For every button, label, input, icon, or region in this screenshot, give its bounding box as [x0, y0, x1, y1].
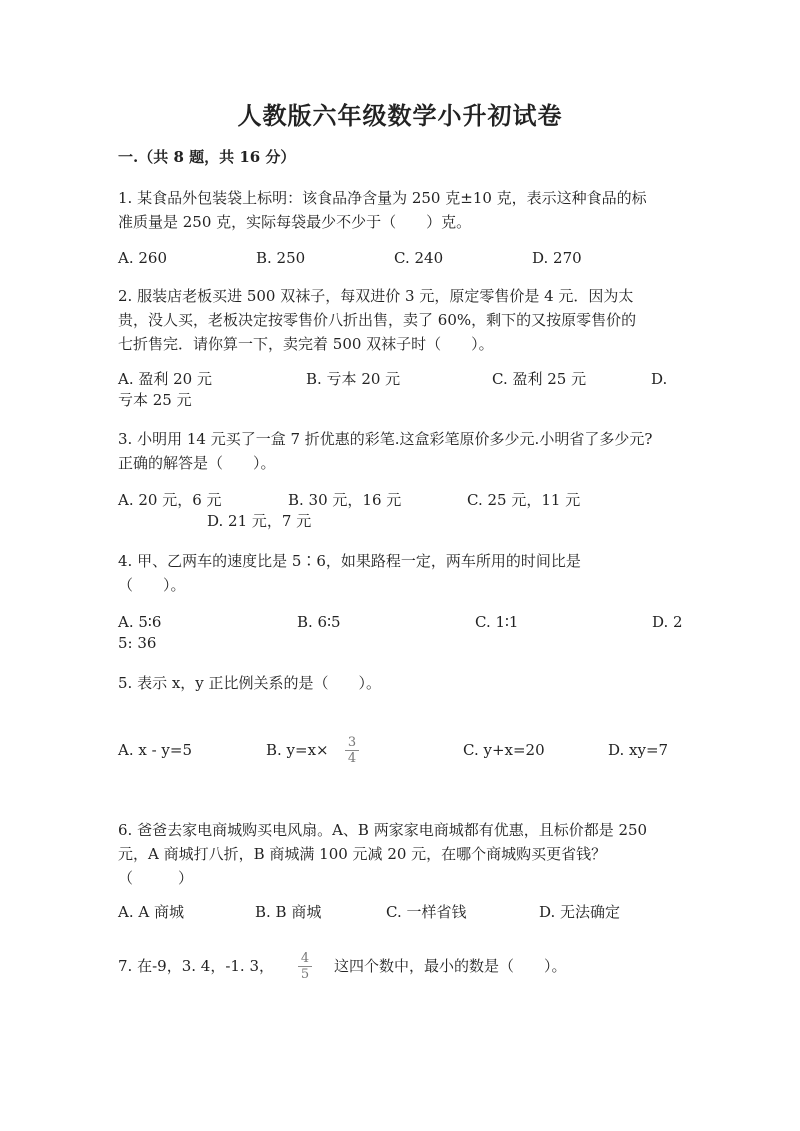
- fraction-numerator: 4: [298, 952, 312, 967]
- option-b: B. 250: [256, 249, 306, 267]
- section-heading: 一.（共 8 题，共 16 分）: [118, 148, 296, 166]
- option-c: C. y+x=20: [463, 741, 545, 759]
- fraction-four-fifths: [298, 952, 312, 981]
- option-d: D. xy=7: [608, 741, 669, 759]
- option-d: D. 2: [652, 613, 683, 631]
- option-d: D. 无法确定: [539, 903, 621, 921]
- question-line: 贵，没人买，老板决定按零售价八折出售，卖了 60%，剩下的又按原零售价的: [118, 311, 637, 329]
- option-d: D. 270: [532, 249, 582, 267]
- option-a: A. 20 元，6 元: [118, 491, 222, 509]
- option-b: B. B 商城: [255, 903, 322, 921]
- fraction-denominator: 4: [347, 751, 357, 766]
- fraction-numerator: 3: [345, 736, 359, 751]
- option-c: C. 25 元，11 元: [467, 491, 581, 509]
- question-line: （ ）: [118, 869, 194, 887]
- question-7-part-2: 这四个数中，最小的数是（ ）。: [334, 957, 567, 975]
- question-line: 七折售完．请你算一下，卖完着 500 双袜子时（ ）。: [118, 335, 494, 353]
- question-line: （ ）。: [118, 576, 186, 594]
- option-c: C. 240: [394, 249, 444, 267]
- option-d-continued: 5: 36: [118, 634, 157, 652]
- question-4: [118, 549, 678, 597]
- option-d: D. 21 元，7 元: [207, 512, 312, 530]
- page-title: 人教版六年级数学小升初试卷: [237, 101, 563, 130]
- question-3: [118, 427, 678, 475]
- question-2: [118, 284, 678, 356]
- option-b: B. y=x×: [266, 741, 329, 759]
- question-1: [118, 186, 678, 234]
- question-line: 元，A 商城打八折，B 商城满 100 元减 20 元，在哪个商城购买更省钱？: [118, 845, 607, 863]
- question-line: 6. 爸爸去家电商城购买电风扇。A、B 两家家电商城都有优惠，且标价都是 250: [118, 821, 648, 839]
- option-d: D.: [651, 370, 668, 388]
- question-line: 3. 小明用 14 元买了一盒 7 折优惠的彩笔.这盒彩笔原价多少元.小明省了多少元?: [118, 430, 653, 448]
- fraction-denominator: 5: [300, 967, 310, 982]
- question-line: 1. 某食品外包装袋上标明：该食品净含量为 250 克±10 克，表示这种食品的标: [118, 189, 647, 207]
- fraction-three-quarters: [345, 736, 359, 765]
- option-b: B. 6∶5: [297, 613, 341, 631]
- option-a: A. x - y=5: [118, 741, 193, 759]
- question-line: 正确的解答是（ ）。: [118, 454, 276, 472]
- question-line: 4. 甲、乙两车的速度比是 5∶6，如果路程一定，两车所用的时间比是: [118, 552, 581, 570]
- option-a: A. 260: [118, 249, 167, 267]
- question-line: 5. 表示 x，y 正比例关系的是（ ）。: [118, 674, 382, 692]
- question-7-part-1: 7. 在-9，3. 4，-1. 3，: [118, 957, 275, 975]
- option-c: C. 一样省钱: [386, 903, 467, 921]
- option-b: B. 亏本 20 元: [306, 370, 401, 388]
- question-line: 2. 服装店老板买进 500 双袜子，每双进价 3 元，原定零售价是 4 元．因为太: [118, 287, 634, 305]
- option-c: C. 盈利 25 元: [492, 370, 587, 388]
- option-d-continued: 亏本 25 元: [118, 391, 192, 409]
- option-a: A. 盈利 20 元: [118, 370, 212, 388]
- question-6: [118, 818, 678, 890]
- option-a: A. A 商城: [118, 903, 184, 921]
- option-b: B. 30 元，16 元: [288, 491, 402, 509]
- option-a: A. 5∶6: [118, 613, 162, 631]
- question-line: 准质量是 250 克，实际每袋最少不少于（ ）克。: [118, 213, 472, 231]
- question-5: [118, 671, 678, 695]
- option-c: C. 1∶1: [475, 613, 519, 631]
